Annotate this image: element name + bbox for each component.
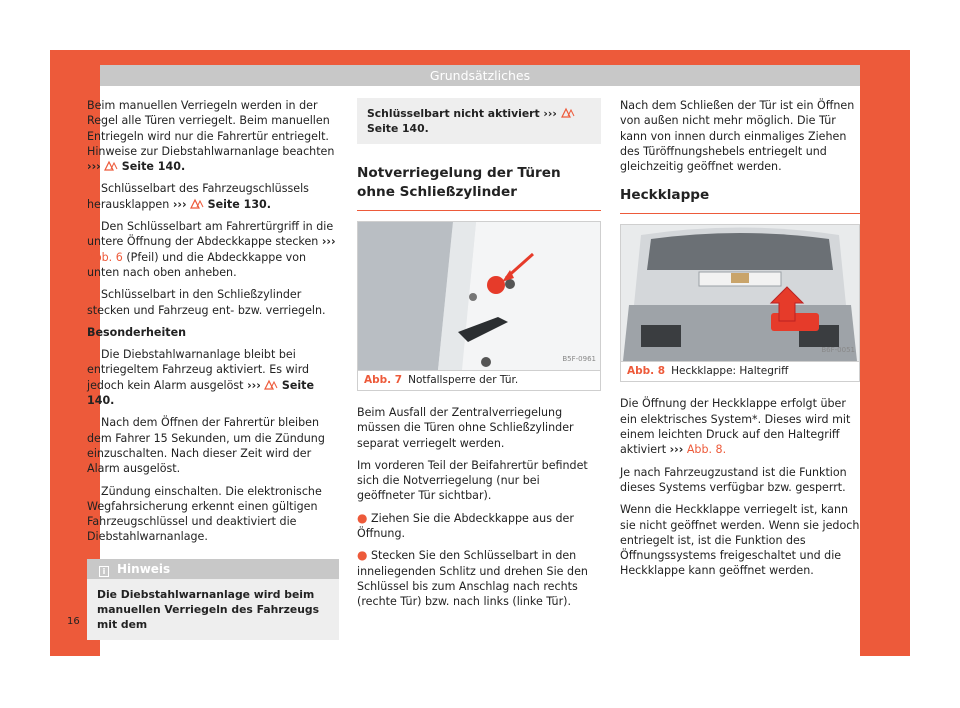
warning-icon	[104, 160, 118, 171]
page-reference[interactable]: Seite 140.	[121, 160, 186, 174]
special-item: ● Die Diebstahlwarnanlage bleibt bei entriegeltem Fahrzeug aktiviert. Es wird jedoch kein Alarm ausgelöst ››› Seite 140.	[87, 347, 314, 408]
ref-arrow: ›››	[87, 160, 101, 174]
bullet-icon: ●	[87, 347, 98, 362]
page-reference[interactable]: Seite 140.	[87, 378, 314, 408]
step-item: ● Stecken Sie den Schlüsselbart in den inneliegenden Schlitz und drehen Sie den Schlüssel bis zum Anschlag nach rechts (rechte Tür) bzw. nach links (linke Tür).	[357, 548, 588, 609]
figure-reference[interactable]: Abb. 8.	[686, 443, 727, 457]
step-item: ● Schlüsselbart des Fahrzeugschlüssels herausklappen ››› Seite 130.	[87, 181, 309, 211]
figure-reference[interactable]: Abb. 6	[87, 250, 123, 264]
hint-body: Die Diebstahlwarnanlage wird beim manuellen Verriegeln des Fahrzeugs mit dem	[97, 587, 320, 631]
step-item: ● Schlüsselbart in den Schließzylinder stecken und Fahrzeug ent- bzw. verriegeln.	[87, 287, 326, 317]
figure-caption: Abb. 7 Notfallsperre der Tür.	[358, 370, 600, 390]
header-title: Grundsätzliches	[429, 68, 531, 83]
bullet-icon: ●	[357, 548, 368, 563]
special-item: ● Zündung einschalten. Die elektronische Wegfahrsicherung erkennt einen gültigen Fahrzeugschlüssel und deaktiviert die Diebstahlwarnanlage.	[87, 483, 322, 544]
bullet-icon: ●	[87, 483, 98, 498]
door-illustration	[358, 222, 600, 370]
hint-box	[87, 559, 339, 640]
info-icon: i	[99, 566, 109, 577]
step-item: ● Ziehen Sie die Abdeckkappe aus der Öffnung.	[357, 510, 574, 541]
paragraph: Je nach Fahrzeugzustand ist die Funktion dieses Systems verfügbar bzw. gesperrt.	[620, 465, 847, 494]
figure-label: Abb. 8	[627, 365, 666, 378]
figure-caption: Abb. 8 Heckklappe: Haltegriff	[621, 361, 859, 381]
warning-icon	[190, 198, 204, 209]
column-left	[87, 98, 339, 640]
page-header	[100, 65, 860, 86]
door-image	[358, 222, 600, 370]
special-item: ● Nach dem Öffnen der Fahrertür bleiben dem Fahrer 15 Sekunden, um die Zündung einzuschalten. Nach dieser Zeit wird der Alarm ausgelöst.	[87, 415, 325, 476]
section-title: Heckklappe	[620, 186, 860, 214]
warning-icon	[264, 379, 278, 390]
bullet-icon: ●	[87, 219, 98, 234]
continued-note: Schlüsselbart nicht aktiviert ››› Seite 140.	[357, 98, 601, 144]
paragraph: Beim Ausfall der Zentralverriegelung müssen die Türen ohne Schließzylinder separat verriegelt werden.	[357, 406, 574, 450]
paragraph: Im vorderen Teil der Beifahrertür befindet sich die Notverriegelung (nur bei geöffneter Tür sichtbar).	[357, 458, 588, 503]
figure-code: B5F-0961	[562, 354, 596, 363]
page-reference[interactable]: Seite 130.	[207, 197, 271, 211]
figure-tailgate	[620, 224, 860, 382]
bullet-icon: ●	[87, 287, 98, 302]
page-number: 16	[67, 616, 80, 627]
figure-code: B6F-0051	[821, 346, 855, 355]
column-right	[620, 98, 860, 586]
section-title: Notverriegelung der Türen ohne Schließzylinder	[357, 164, 601, 211]
bullet-icon: ●	[87, 181, 98, 196]
paragraph: Wenn die Heckklappe verriegelt ist, kann sie nicht geöffnet werden. Wenn sie jedoch entriegelt ist, ist die Funktion des Öffnungssystems freigeschaltet und die Heckklappe kann geöffnet werden.	[620, 503, 860, 578]
bullet-icon: ●	[357, 510, 368, 525]
hint-header: i Hinweis	[87, 559, 339, 579]
page-reference[interactable]: Seite 140.	[367, 122, 429, 135]
subheading: Besonderheiten	[87, 325, 186, 339]
figure-label: Abb. 7	[364, 374, 403, 386]
tailgate-illustration	[621, 225, 859, 361]
warning-icon	[561, 107, 575, 118]
tailgate-image	[621, 225, 859, 361]
paragraph: Nach dem Schließen der Tür ist ein Öffnen von außen nicht mehr möglich. Die Tür kann von innen durch einmaliges Ziehen des Türöffnungshebels entriegelt und gleichzeitig geöffnet werden.	[620, 99, 855, 174]
intro-paragraph: Beim manuellen Verriegeln werden in der Regel alle Türen verriegelt. Beim manuellen Entriegeln wird nur die Fahrertür entriegelt. Hinweise zur Diebstahlwarnanlage beachten ››› Seite 140.	[87, 99, 335, 174]
figure-door	[357, 221, 601, 391]
bullet-icon: ●	[87, 415, 98, 430]
paragraph: Die Öffnung der Heckklappe erfolgt über ein elektrisches System*. Dieses wird mit einem leichten Druck auf den Haltegriff aktiviert ››› Abb. 8.	[620, 397, 851, 457]
column-middle	[357, 98, 601, 617]
step-item: ● Den Schlüsselbart am Fahrertürgriff in die untere Öffnung der Abdeckkappe stecken ››› Abb. 6 (Pfeil) und die Abdeckkappe von unten nach oben anheben.	[87, 219, 336, 279]
